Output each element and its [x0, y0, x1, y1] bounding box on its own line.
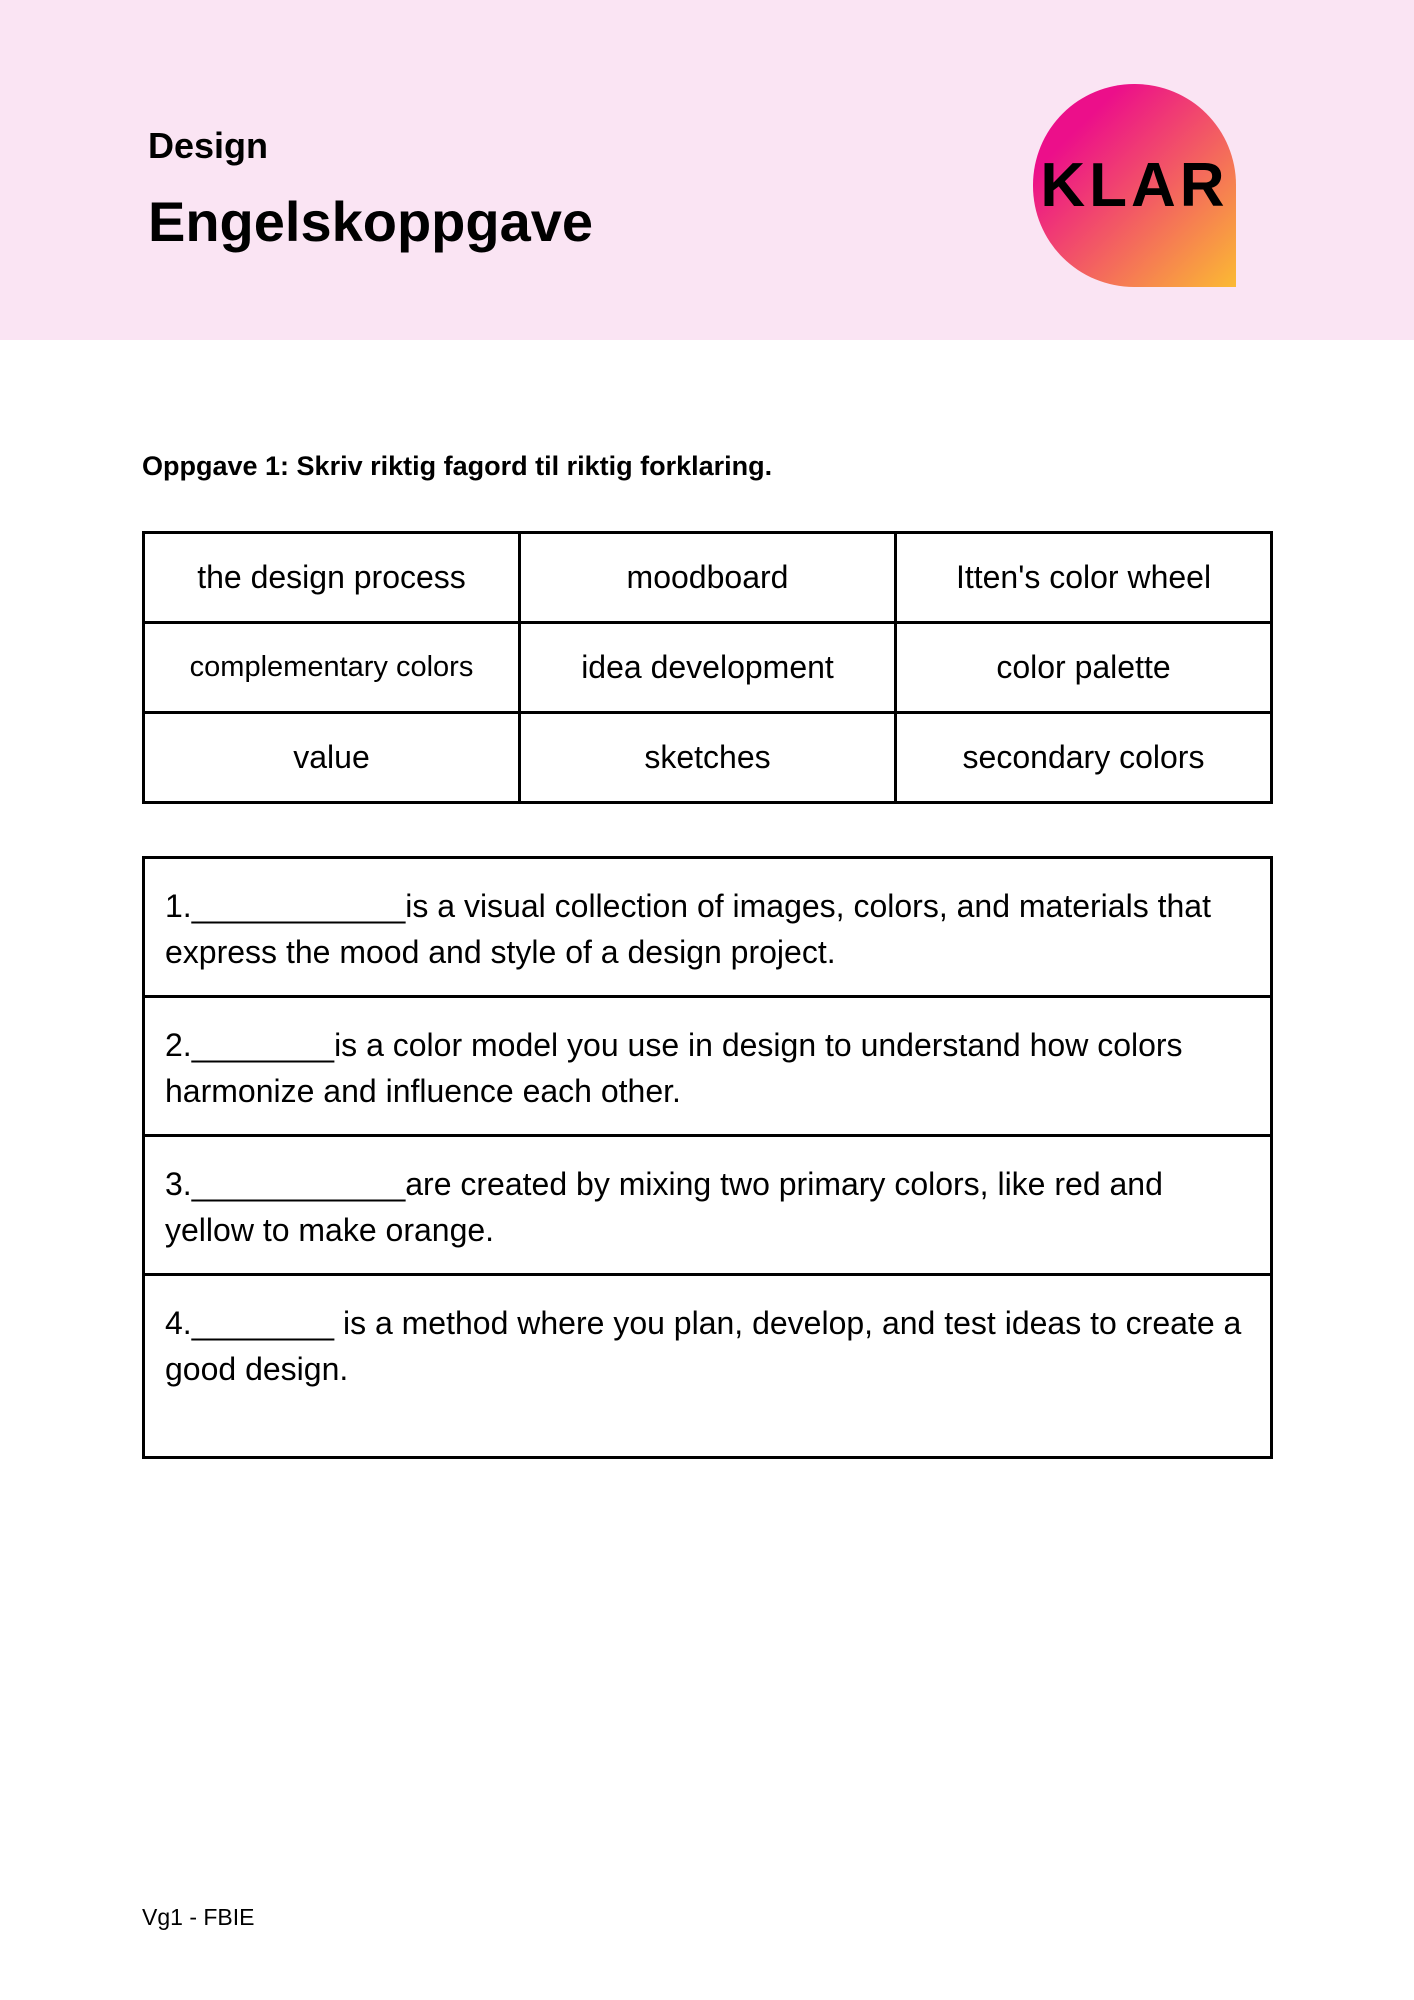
task-heading: Oppgave 1: Skriv riktig fagord til riktig forklaring. [142, 451, 773, 481]
term-cell: color palette [896, 623, 1272, 713]
sentences-table [142, 856, 1273, 1459]
header-banner [0, 0, 1414, 340]
term-cell: sketches [520, 713, 896, 803]
klar-logo [1033, 84, 1236, 287]
term-cell: moodboard [520, 533, 896, 623]
sentence-row-4: 4.________ is a method where you plan, develop, and test ideas to create a good design. [165, 1305, 1242, 1387]
subject-label: Design [148, 125, 269, 166]
term-cell: secondary colors [896, 713, 1272, 803]
terms-row [144, 533, 1272, 623]
term-cell: the design process [144, 533, 520, 623]
sentence-row-1: 1.____________is a visual collection of images, colors, and materials that express the mood and style of a design project. [145, 859, 1270, 998]
terms-table [142, 531, 1273, 804]
page-title: Engelskoppgave [148, 190, 594, 253]
term-cell: idea development [520, 623, 896, 713]
sentence-row-3: 3.____________are created by mixing two primary colors, like red and yellow to make orange. [145, 1137, 1270, 1276]
term-cell: Itten's color wheel [896, 533, 1272, 623]
term-cell: value [144, 713, 520, 803]
terms-row [144, 623, 1272, 713]
term-cell: complementary colors [144, 623, 520, 713]
logo-text: KLAR [1040, 150, 1229, 220]
terms-row [144, 713, 1272, 803]
footer-label: Vg1 - FBIE [142, 1904, 255, 1930]
sentence-row-2: 2.________is a color model you use in design to understand how colors harmonize and influence each other. [145, 998, 1270, 1137]
